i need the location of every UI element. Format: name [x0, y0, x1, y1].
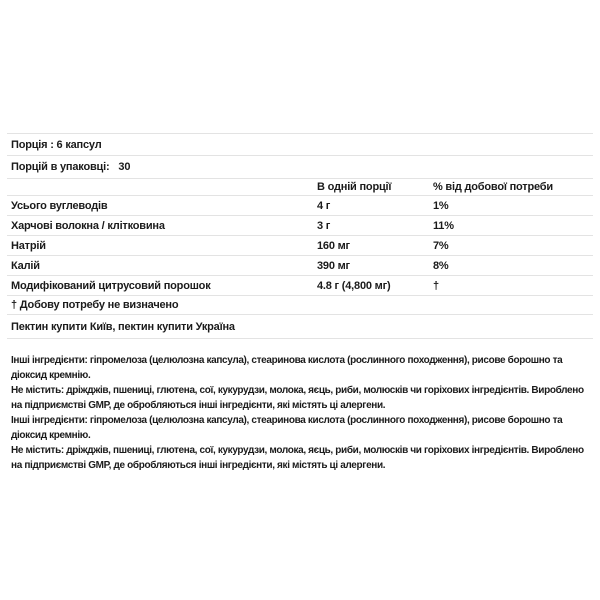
nutrient-amount: 4 г [317, 199, 331, 212]
nutrient-amount: 160 мг [317, 239, 350, 252]
nutrient-amount: 3 г [317, 219, 331, 232]
nutrient-daily-value: 7% [433, 239, 449, 252]
ingredients-paragraph [11, 413, 593, 473]
nutrient-daily-value: † [433, 279, 439, 292]
nutrient-daily-value: 11% [433, 219, 454, 232]
serving-size-text: Порція : 6 капсул [11, 138, 102, 151]
nutrient-name: Модифікований цитрусовий порошок [11, 279, 211, 292]
other-ingredients-text: Інші інгредієнти: гіпромелоза (целюлозна капсула), стеаринова кислота (рослинного походження), рисове борошно та діоксид кремнію. [11, 415, 563, 441]
nutrient-name: Харчові волокна / клітковина [11, 219, 165, 232]
allergen-free-from-text: Не містить: дріжджів, пшениці, глютена, сої, кукурудзи, молока, яєць, риби, молюсків чи горіхових інгредієнтів. Вироблено на підприємстві GMP, де обробляються інші інгредієнти, які містять ці алергени. [11, 385, 584, 411]
table-row [7, 215, 593, 235]
daily-value-footnote-row [7, 295, 593, 314]
daily-value-footnote-text: † Добову потребу не визначено [11, 299, 179, 311]
table-row [7, 275, 593, 295]
nutrient-amount: 390 мг [317, 259, 350, 272]
serving-size-row [7, 133, 593, 155]
ingredients-section [11, 353, 593, 473]
supplement-facts-panel [7, 133, 593, 339]
table-row [7, 195, 593, 215]
table-row [7, 235, 593, 255]
seo-keywords-row [7, 314, 593, 339]
column-header-daily-value: % від добової потреби [433, 181, 553, 193]
servings-per-container-label: Порцій в упаковці: [11, 161, 110, 173]
table-header-row [7, 178, 593, 195]
ingredients-paragraph [11, 353, 593, 413]
column-header-amount: В одній порції [317, 181, 392, 193]
nutrient-name: Усього вуглеводів [11, 199, 108, 212]
nutrient-name: Калій [11, 259, 40, 272]
nutrient-daily-value: 1% [433, 199, 449, 212]
servings-per-container-value: 30 [118, 161, 131, 173]
seo-keywords-text: Пектин купити Київ, пектин купити Україна [11, 320, 235, 333]
allergen-free-from-text: Не містить: дріжджів, пшениці, глютена, сої, кукурудзи, молока, яєць, риби, молюсків чи горіхових інгредієнтів. Вироблено на підприємстві GMP, де обробляються інші інгредієнти, які містять ці алергени. [11, 445, 584, 471]
other-ingredients-text: Інші інгредієнти: гіпромелоза (целюлозна капсула), стеаринова кислота (рослинного походження), рисове борошно та діоксид кремнію. [11, 355, 563, 381]
nutrient-daily-value: 8% [433, 259, 449, 272]
nutrient-amount: 4.8 г (4,800 мг) [317, 279, 391, 292]
servings-per-container-row [7, 155, 593, 178]
table-row [7, 255, 593, 275]
nutrient-name: Натрій [11, 239, 46, 252]
